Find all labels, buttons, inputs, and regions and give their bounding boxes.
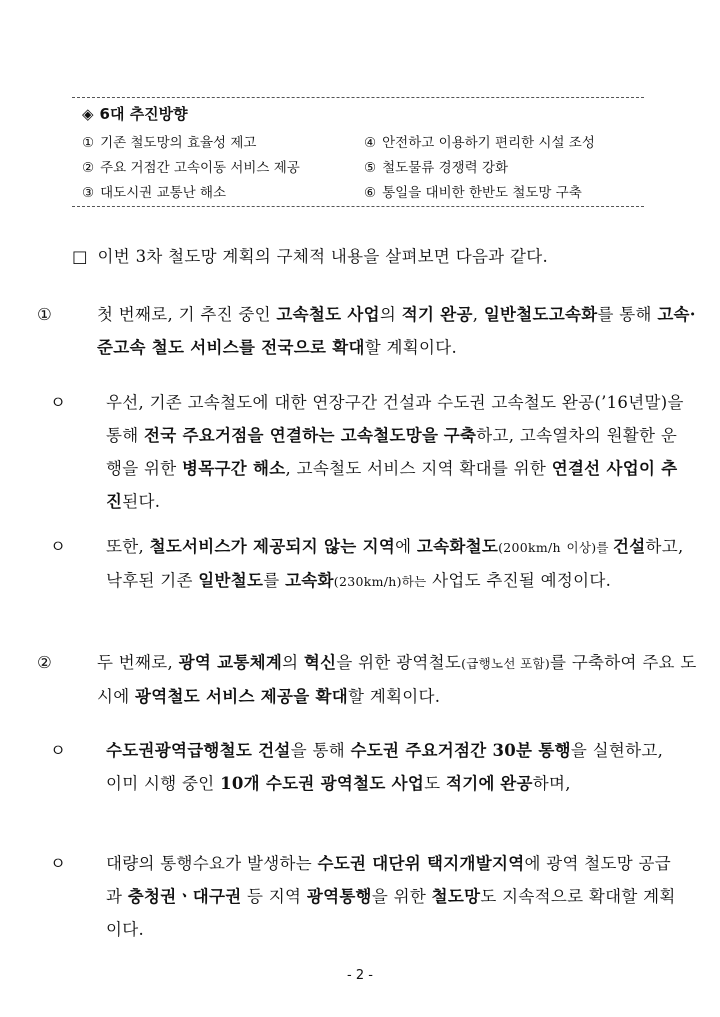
- text: 하고, 고속열차의 원활한 운행을 위한: [106, 426, 678, 478]
- text: 이상)를: [566, 540, 614, 555]
- text: 대량의 통행수요가 발생하는: [106, 854, 318, 873]
- bullet-marker: ㅇ: [50, 741, 67, 760]
- emphasis: 철도서비스가 제공되지 않는 지역: [149, 537, 396, 556]
- emphasis: 혁신: [303, 653, 337, 672]
- text: 를: [263, 571, 286, 590]
- emphasis: 수도권 대단위 택지개발지역: [317, 854, 525, 873]
- emphasis: 광역 교통체계: [178, 653, 283, 672]
- text: (200km/h: [498, 540, 561, 555]
- section-1-bullet-a: [50, 386, 684, 518]
- text: 등 지역: [241, 887, 307, 906]
- text: 두 번째로,: [97, 653, 179, 672]
- text: (230km/h)하는: [333, 574, 427, 589]
- text: 을 위한: [371, 887, 432, 906]
- emphasis: 광역철도 서비스 제공을 확대: [135, 687, 349, 706]
- emphasis: 충청권ㆍ대구권: [127, 887, 242, 906]
- text: 에: [395, 537, 417, 556]
- emphasis: 고속화철도: [416, 537, 499, 556]
- emphasis: 수도권광역급행철도 건설: [106, 741, 291, 760]
- emphasis: 연결선 사업이 추진: [106, 459, 678, 511]
- text: 할 계획이다.: [364, 338, 458, 357]
- box-top-divider: [72, 97, 644, 98]
- text: 첫 번째로, 기 추진 중인: [97, 305, 277, 324]
- direction-item: [364, 181, 582, 201]
- text: 된다.: [122, 492, 161, 511]
- item-number: ②: [82, 160, 95, 176]
- direction-item: [364, 156, 508, 176]
- bullet-marker: ㅇ: [50, 537, 67, 556]
- emphasis: 광역통행: [306, 887, 372, 906]
- intro-text: 이번 3차 철도망 계획의 구체적 내용을 살펴보면 다음과 같다.: [97, 247, 548, 266]
- text: 의: [282, 653, 304, 672]
- emphasis: 적기 완공: [401, 305, 473, 324]
- section-2: [37, 646, 697, 713]
- emphasis: 구축: [443, 426, 477, 445]
- direction-item: [82, 131, 256, 151]
- text: ,: [472, 305, 484, 324]
- section-2-bullet-a: [50, 734, 684, 800]
- item-text: 기존 철도망의 효율성 제고: [100, 135, 257, 151]
- emphasis: 고속화: [285, 571, 334, 590]
- section-1: [37, 298, 697, 364]
- text: 하며,: [532, 774, 571, 793]
- emphasis: 병목구간 해소: [182, 459, 286, 478]
- text: 을: [570, 741, 588, 760]
- emphasis: 고속·준고속 철도 서비스를 전국으로 확대: [97, 305, 696, 357]
- text: 을 통해: [290, 741, 351, 760]
- section-1-bullet-b: [50, 530, 684, 598]
- item-number: ①: [82, 135, 95, 151]
- text: 우선, 기존 고속철도에 대한 연장구간 건설과 수도권 고속철도 완공(’16년말)을 통해: [106, 393, 684, 445]
- intro-paragraph: [72, 240, 672, 273]
- page-number: - 2 -: [347, 968, 373, 983]
- item-number: ④: [364, 135, 377, 151]
- text: 를: [550, 653, 567, 672]
- item-number: ⑥: [364, 185, 377, 201]
- emphasis: 10개 수도권 광역철도 사업: [220, 774, 425, 793]
- item-text: 대도시권 교통난 해소: [100, 185, 227, 201]
- direction-item: [364, 131, 595, 151]
- item-text: 철도물류 경쟁력 강화: [382, 160, 509, 176]
- directions-box: [72, 97, 644, 207]
- diamond-icon: ◈: [82, 105, 94, 123]
- item-text: 안전하고 이용하기 편리한 시설 조성: [382, 135, 595, 151]
- text: , 고속철도 서비스 지역 확대를 위한: [285, 459, 552, 478]
- text: 를 통해: [597, 305, 658, 324]
- emphasis: 일반철도: [198, 571, 264, 590]
- text: 하고, 낙후된 기존: [106, 537, 684, 590]
- emphasis: 철도망: [431, 887, 481, 906]
- emphasis: 일반철도: [483, 305, 549, 324]
- text: 실현하고, 이미 시행 중인: [106, 741, 664, 793]
- box-title-text: 6대 추진방향: [99, 105, 188, 123]
- emphasis: 완공: [500, 774, 533, 793]
- text: 또한,: [106, 537, 150, 556]
- text: 사업도 추진될 예정이다.: [432, 571, 612, 590]
- emphasis: 적기에: [445, 774, 495, 793]
- small-note: (급행노선 포함): [461, 656, 551, 671]
- bullet-marker: ㅇ: [50, 393, 67, 412]
- item-number: ⑤: [364, 160, 377, 176]
- direction-item: [82, 181, 226, 201]
- emphasis: 건설: [613, 537, 646, 556]
- box-title: [82, 103, 188, 124]
- text: 도: [424, 774, 446, 793]
- section-2-bullet-b: [50, 847, 684, 946]
- section-number: ②: [37, 653, 53, 672]
- emphasis: 전국 주요거점을 연결하는 고속철도망을: [144, 426, 439, 445]
- text: 에 광역: [524, 854, 579, 873]
- text: 지속적으로 확대할 계획이다.: [106, 887, 676, 939]
- item-text: 통일을 대비한 한반도 철도망 구축: [382, 185, 582, 201]
- item-text: 주요 거점간 고속이동 서비스 제공: [100, 160, 300, 176]
- emphasis: 고속화: [548, 305, 598, 324]
- emphasis: 수도권 주요거점간 30분 통행: [350, 741, 571, 760]
- text: 의: [379, 305, 402, 324]
- text: 구축하여 주요 도시에: [97, 653, 697, 706]
- text: 을 위한 광역철도: [336, 653, 462, 672]
- text: 철도망 공급과: [106, 854, 672, 906]
- section-number: ①: [37, 305, 53, 324]
- bullet-marker: ㅇ: [50, 854, 67, 873]
- checkbox-square-icon: □: [72, 247, 88, 266]
- text: 도: [480, 887, 497, 906]
- item-number: ③: [82, 185, 95, 201]
- box-bottom-divider: [72, 206, 644, 207]
- direction-item: [82, 156, 300, 176]
- emphasis: 고속철도 사업: [276, 305, 380, 324]
- text: 할 계획이다.: [348, 687, 441, 706]
